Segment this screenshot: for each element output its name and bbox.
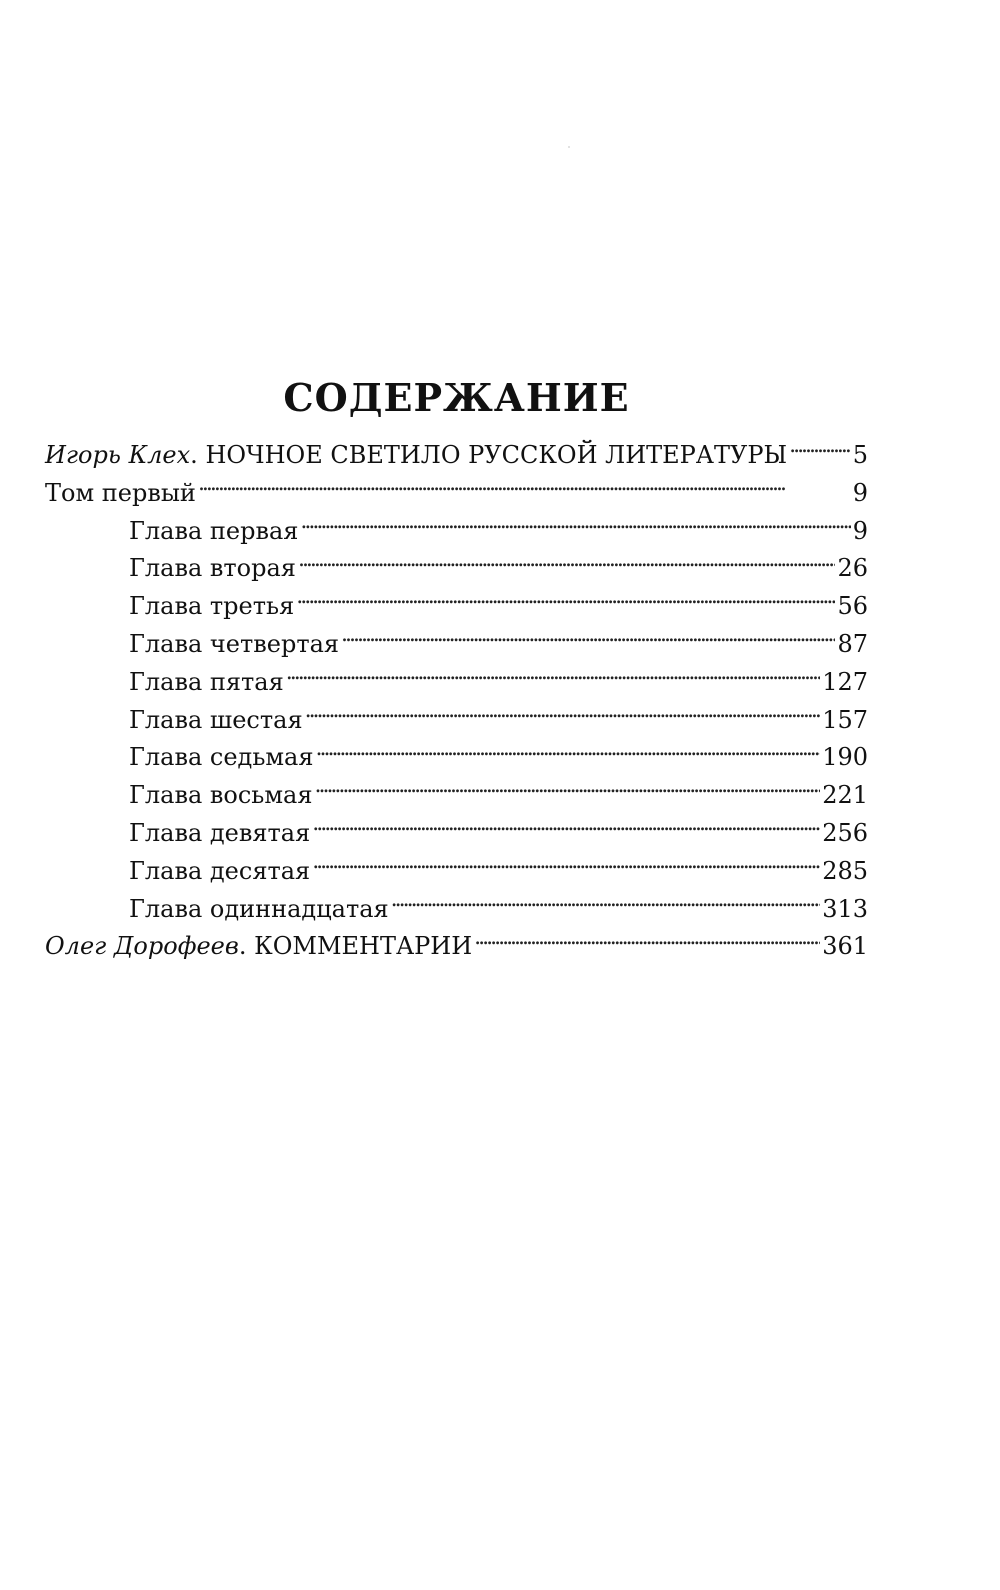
toc-entry-label: НОЧНОЕ СВЕТИЛО РУССКОЙ ЛИТЕРАТУРЫ (205, 441, 788, 469)
dot-leader (789, 439, 851, 463)
toc-entry-label: Глава четвертая (129, 629, 340, 658)
toc-entry-page-number: 127 (822, 667, 868, 696)
toc-entry-page-number: 87 (837, 629, 868, 658)
toc-entry (45, 475, 868, 513)
dot-leader (300, 515, 850, 539)
dot-leader (314, 779, 820, 803)
toc-entry (45, 928, 868, 966)
toc-entry-author: Игорь Клех (45, 441, 191, 469)
toc-entry-label: Глава третья (129, 592, 295, 621)
dot-leader (298, 552, 836, 576)
dot-leader (341, 628, 835, 652)
dot-leader (312, 817, 820, 841)
toc-entry-label: Глава одиннадцатая (129, 894, 389, 923)
page-title: СОДЕРЖАНИЕ (283, 375, 630, 420)
dot-leader (316, 741, 821, 765)
toc-entry-label: Глава девятая (129, 818, 311, 847)
toc-chapter-entry (45, 664, 868, 702)
toc-chapter-entry (45, 853, 868, 891)
toc-entry-separator: . (190, 441, 206, 469)
dot-leader (198, 477, 851, 501)
toc-entry-page-number: 256 (822, 818, 868, 847)
toc-chapter-entry (45, 588, 868, 626)
toc-entry-label: Глава первая (129, 516, 299, 545)
dot-leader (296, 590, 835, 614)
toc-entry-page-number: 361 (822, 932, 868, 961)
dot-leader (286, 666, 820, 690)
table-of-contents (45, 437, 868, 966)
toc-entry-label: Глава десятая (129, 856, 311, 885)
toc-entry-page-number: 56 (837, 592, 868, 621)
toc-entry-page-number: 5 (852, 441, 868, 469)
paper-speck (568, 146, 570, 148)
toc-entry-page-number: 313 (822, 894, 868, 923)
toc-entry-label: Глава седьмая (129, 743, 314, 772)
toc-entry-page-number: 221 (822, 781, 868, 810)
toc-chapter-entry (45, 739, 868, 777)
toc-entry-page-number: 190 (822, 743, 868, 772)
toc-entry-page-number: 157 (822, 705, 868, 734)
toc-chapter-entry (45, 550, 868, 588)
toc-entry-label: Глава пятая (129, 667, 284, 696)
dot-leader (391, 893, 821, 917)
toc-entry-label: Глава шестая (129, 705, 303, 734)
toc-entry-label: КОММЕНТАРИИ (254, 932, 473, 961)
toc-chapter-entry (45, 891, 868, 929)
dot-leader (312, 855, 820, 879)
toc-chapter-entry (45, 702, 868, 740)
toc-entry-author: Олег Дорофеев (45, 932, 239, 961)
toc-entry-page-number: 285 (822, 856, 868, 885)
toc-entry-page-number: 9 (852, 516, 868, 545)
toc-entry-label: Глава восьмая (129, 781, 313, 810)
toc-entry-label: Глава вторая (129, 554, 296, 583)
toc-entry-separator: . (238, 932, 255, 961)
dot-leader (305, 704, 821, 728)
toc-entry-label: Том первый (45, 478, 196, 507)
toc-chapter-entry (45, 513, 868, 551)
toc-chapter-entry (45, 626, 868, 664)
toc-entry (45, 437, 868, 475)
toc-entry-page-number: 26 (837, 554, 868, 583)
toc-entry-page-number: 9 (852, 478, 868, 507)
toc-chapter-entry (45, 815, 868, 853)
dot-leader (474, 930, 820, 954)
toc-chapter-entry (45, 777, 868, 815)
